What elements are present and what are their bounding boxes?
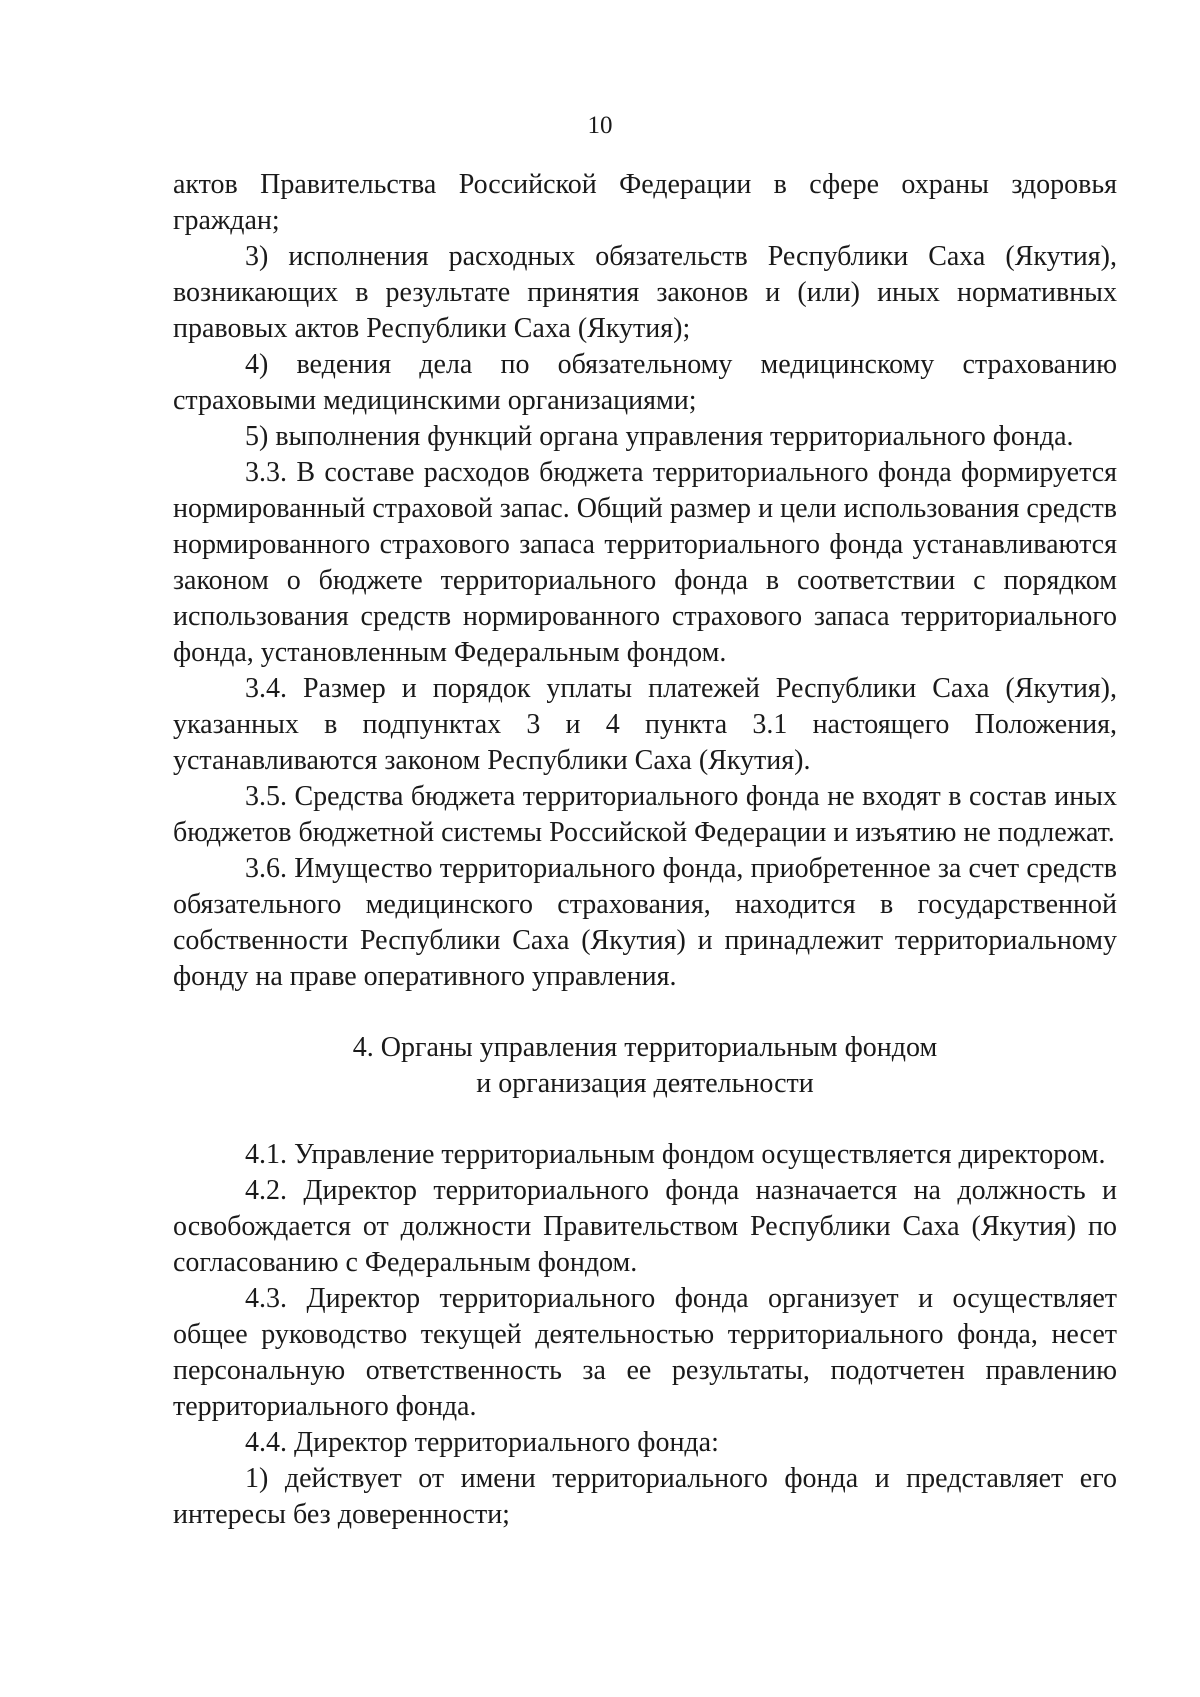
paragraph: 4.2. Директор территориального фонда назначается на должность и освобождается от должности Правительством Республики Саха (Якутия) по согласованию с Федеральным фондом. (173, 1175, 1117, 1278)
section-heading-text (173, 1030, 1117, 1102)
paragraph: 1) действует от имени территориального фонда и представляет его интересы без доверенности; (173, 1463, 1117, 1530)
paragraph: 3.4. Размер и порядок уплаты платежей Республики Саха (Якутия), указанных в подпунктах 3 и 4 пункта 3.1 настоящего Положения, устанавливаются законом Республики Саха (Якутия). (173, 673, 1117, 776)
page-number: 10 (587, 112, 613, 139)
paragraph: 4.3. Директор территориального фонда организует и осуществляет общее руководство текущей деятельностью территориального фонда, несет персональную ответственность за ее результаты, подотчетен правлению территориального фонда. (173, 1283, 1117, 1422)
paragraph: актов Правительства Российской Федерации в сфере охраны здоровья граждан; (173, 169, 1117, 236)
section-heading (173, 1030, 1117, 1102)
paragraph: 4.1. Управление территориальным фондом осуществляется директором. (245, 1139, 1106, 1170)
section-heading-line-1: 4. Органы управления территориальным фондом (352, 1032, 938, 1063)
paragraph: 3.5. Средства бюджета территориального фонда не входят в состав иных бюджетов бюджетной системы Российской Федерации и изъятию не подлежат. (173, 781, 1117, 848)
paragraph: 5) выполнения функций органа управления территориального фонда. (245, 421, 1074, 452)
section-heading-line-2: и организация деятельности (476, 1068, 814, 1099)
paragraph: 3.6. Имущество территориального фонда, приобретенное за счет средств обязательного медицинского страхования, находится в государственной собственности Республики Саха (Якутия) и принадлежит территориальному фонду на праве оперативного управления. (173, 853, 1117, 992)
document-body (173, 167, 1117, 1533)
paragraph: 3.3. В составе расходов бюджета территориального фонда формируется нормированный страховой запас. Общий размер и цели использования средств нормированного страхового запаса территориального фонда устанавливаются законом о бюджете территориального фонда в соответствии с порядком использования средств нормированного страхового запаса территориального фонда, установленным Федеральным фондом. (173, 457, 1117, 668)
paragraph: 3) исполнения расходных обязательств Республики Саха (Якутия), возникающих в результате принятия законов и (или) иных нормативных правовых актов Республики Саха (Якутия); (173, 241, 1117, 344)
paragraph: 4) ведения дела по обязательному медицинскому страхованию страховыми медицинскими организациями; (173, 349, 1117, 416)
paragraph: 4.4. Директор территориального фонда: (245, 1427, 719, 1458)
